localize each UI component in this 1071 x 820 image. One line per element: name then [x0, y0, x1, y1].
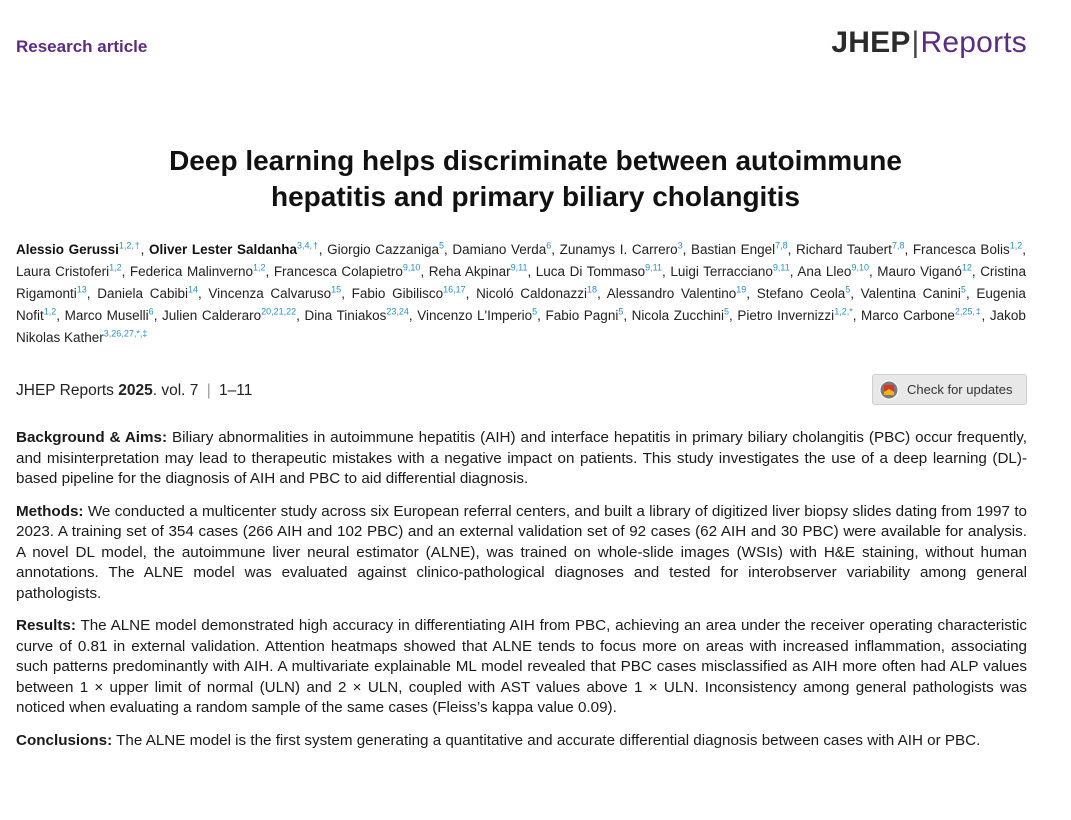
- author[interactable]: [670, 264, 789, 279]
- author-affiliation: 6: [546, 240, 552, 251]
- author-name: Mauro Viganó: [877, 264, 962, 279]
- check-for-updates-label: Check for updates: [907, 382, 1013, 397]
- abstract-section-heading: Results:: [16, 617, 76, 634]
- author-name: Reha Akpinar: [428, 264, 511, 279]
- author-affiliation: 1,2,*: [834, 306, 853, 317]
- author[interactable]: [16, 264, 122, 279]
- author-name: Zunamys I. Carrero: [559, 242, 678, 257]
- author[interactable]: [304, 308, 408, 323]
- author-name: Valentina Canini: [860, 286, 961, 301]
- author-name: Damiano Verda: [452, 242, 547, 257]
- abstract-section-heading: Conclusions:: [16, 731, 113, 749]
- author-affiliation: 1,2,†: [118, 240, 141, 251]
- author[interactable]: [861, 286, 966, 301]
- journal-logo-reports: Reports: [920, 26, 1027, 59]
- abstract-section-text: The ALNE model is the first system generating a quantitative and accurate differential diagnosis between cases with AIH or PBC.: [112, 731, 981, 749]
- article-title: [0, 143, 1071, 215]
- author-affiliation: 18: [587, 284, 598, 295]
- author[interactable]: [560, 242, 683, 257]
- author-affiliation: 5: [532, 306, 538, 317]
- author-affiliation: 5: [438, 240, 444, 251]
- author-name: Vincenzo L'Imperio: [417, 308, 533, 323]
- author-affiliation: 9,11: [772, 262, 790, 273]
- author-affiliation: 9,11: [645, 262, 663, 273]
- author[interactable]: [757, 286, 851, 301]
- author-affiliation: 5: [724, 306, 730, 317]
- author[interactable]: [797, 264, 869, 279]
- abstract-section: [16, 731, 1027, 752]
- citation-volume: . vol. 7: [152, 382, 199, 399]
- author-name: Dina Tiniakos: [304, 308, 387, 323]
- author-name: Laura Cristoferi: [16, 264, 110, 279]
- author-name: Luigi Terracciano: [670, 264, 773, 279]
- author[interactable]: [417, 308, 537, 323]
- author-name: Jakob Nikolas Kather: [16, 308, 1026, 345]
- author-affiliation: 7,8: [775, 240, 788, 251]
- citation: [16, 382, 252, 400]
- author-affiliation: 5: [845, 284, 851, 295]
- author[interactable]: [861, 308, 982, 323]
- author-affiliation: 3,26,27,*,‡: [103, 328, 148, 339]
- check-for-updates-button[interactable]: [872, 374, 1027, 405]
- author[interactable]: [65, 308, 154, 323]
- author-name: Nicola Zucchini: [631, 308, 724, 323]
- author[interactable]: [97, 286, 198, 301]
- author-name: Stefano Ceola: [756, 286, 846, 301]
- author-name: Luca Di Tommaso: [535, 264, 646, 279]
- author-affiliation: 9,11: [510, 262, 528, 273]
- author[interactable]: [877, 264, 972, 279]
- journal-logo: [831, 26, 1027, 60]
- author-name: Richard Taubert: [796, 242, 892, 257]
- author-name: Nicoló Caldonazzi: [476, 286, 588, 301]
- author-affiliation: 6: [148, 306, 154, 317]
- author[interactable]: [452, 242, 551, 257]
- author[interactable]: [130, 264, 266, 279]
- journal-logo-divider: |: [911, 26, 920, 59]
- author[interactable]: [208, 286, 341, 301]
- author[interactable]: [913, 242, 1022, 257]
- author[interactable]: [327, 242, 444, 257]
- author-name: Fabio Gibilisco: [351, 286, 444, 301]
- article-title-line: hepatitis and primary biliary cholangitis: [270, 181, 801, 212]
- author-list: Alessio Gerussi$^{1,2,\dagger}$, Oliver Lester Saldanha$^{3,4,\dagger}$, Giorgio Cazzaniga$^5$, Damiano Verda$^6$, Zunamys I. Carrero$^3$, Bastian Engel$^{7,8}$, Richard Taubert$^{7,8}$, Francesca Bolis$^{1,2}$, Laura Cristoferi$^{1,2}$, Federica Malinverno$^{1,2}$, Francesca Colapietro$^{9,10}$, Reha Akpinar$^{9,11}$, Luca Di Tommaso$^{9,11}$, Luigi Terracciano$^{9,11}$, Ana Lleo$^{9,10}$, Mauro Viganó$^{12}$, Cristina Rigamonti$^{13}$, Daniela Cabibi$^{14}$, Vincenza Calvaruso$^{15}$, Fabio Gibilisco$^{16,17}$, Nicoló Caldonazzi$^{18}$, Alessandro Valentino$^{19}$, Stefano Ceola$^5$, Valentina Canini$^5$, Eugenia Nofit$^{1,2}$, Marco Muselli$^6$, Julien Calderaro$^{20,21,22}$, Dina Tiniakos$^{23,24}$, Vincenzo L'Imperio$^5$, Fabio Pagni$^5$, Nicola Zucchini$^5$, Pietro Invernizzi$^{1,2,*}$, Marco Carbone$^{2,25,\ddagger}$, Jakob Nikolas Kather$^{3,26,27,*,\ddagger}$: [16, 240, 1026, 345]
- author-name: Daniela Cabibi: [97, 286, 188, 301]
- author-affiliation: 3: [677, 240, 683, 251]
- author-affiliation: 1,2: [43, 306, 57, 317]
- author-affiliation: 1,2: [109, 262, 122, 273]
- author-name: Alessandro Valentino: [606, 286, 737, 301]
- author-name: Marco Carbone: [861, 308, 955, 323]
- abstract-section-text: Biliary abnormalities in autoimmune hepatitis (AIH) and interface hepatitis in primary biliary cholangitis (PBC) occur frequently, and misinterpretation may lead to therapeutic mistakes with a negative impact on patients. This study investigates the use of a deep learning (DL)-based pipeline for the diagnosis of AIH and PBC to aid differential diagnosis.: [16, 429, 1027, 487]
- author[interactable]: [737, 308, 852, 323]
- author-name: Cristina Rigamonti: [16, 264, 1026, 301]
- author-name: Eugenia Nofit: [16, 286, 1026, 323]
- citation-journal: JHEP Reports: [16, 382, 114, 399]
- author-affiliation: 9,10: [851, 262, 869, 273]
- abstract-section-text: We conducted a multicenter study across six European referral centers, and built a library of digitized liver biopsy slides dating from 1997 to 2023. A training set of 354 cases (266 AIH and 102 PBC) and an external validation set of 92 cases (62 AIH and 30 PBC) were available for analysis. A novel DL model, the autoimmune liver neural estimator (ALNE), was trained on whole-slide images (WSIs) with H&E staining, without human annotations. The ALNE model was evaluated against clinico-pathological diagnoses and tested for interobserver variability among general pathologists.: [16, 502, 1027, 602]
- author-name: Julien Calderaro: [162, 308, 262, 323]
- author[interactable]: [691, 242, 788, 257]
- author-affiliation: 9,10: [402, 262, 421, 273]
- author-affiliation: 12: [961, 262, 972, 273]
- author[interactable]: [16, 242, 141, 257]
- author-name: Marco Muselli: [64, 308, 149, 323]
- author[interactable]: [607, 286, 747, 301]
- article-type-label: Research article: [16, 37, 148, 56]
- author-affiliation: 16,17: [443, 284, 466, 295]
- author[interactable]: [149, 242, 319, 257]
- abstract-section-heading: Methods:: [16, 502, 84, 520]
- article-title-line: Deep learning helps discriminate between autoimmune: [169, 145, 902, 176]
- citation-separator: |: [206, 382, 211, 399]
- crossmark-icon: [879, 380, 899, 400]
- abstract-section-text: The ALNE model demonstrated high accuracy in differentiating AIH from PBC, achieving an area under the receiver operating characteristic curve of 0.81 in external validation. Attention heatmaps showed that ALNE tends to focus more on areas with increased inflammation, associating such patterns predominantly with AIH. A multivariate explainable ML model revealed that PBC cases misclassified as AIH more often had ALP values between 1 × upper limit of normal (ULN) and 2 × ULN, coupled with AST values above 1 × ULN. Inconsistency among general pathologists was noticed when evaluating a random sample of the same cases (Fleiss’s kappa value 0.09).: [16, 617, 1027, 716]
- author-affiliation: 20,21,22: [261, 306, 297, 317]
- author-affiliation: 23,24: [386, 306, 409, 317]
- author-affiliation: 15: [331, 284, 342, 295]
- author-name: Bastian Engel: [691, 242, 776, 257]
- author[interactable]: [352, 286, 466, 301]
- author-affiliation: 13: [76, 284, 87, 295]
- abstract-section: [16, 428, 1027, 490]
- author-affiliation: 5: [618, 306, 624, 317]
- author[interactable]: [429, 264, 528, 279]
- author-affiliation: 19: [736, 284, 747, 295]
- author-name: Federica Malinverno: [129, 264, 253, 279]
- author-name: Alessio Gerussi: [16, 242, 119, 257]
- author[interactable]: [545, 308, 623, 323]
- author[interactable]: [632, 308, 729, 323]
- author-name: Fabio Pagni: [545, 308, 619, 323]
- author-name: Giorgio Cazzaniga: [327, 242, 439, 257]
- abstract: [16, 428, 1027, 763]
- journal-logo-jhep: JHEP: [831, 26, 911, 59]
- author[interactable]: [796, 242, 904, 257]
- citation-pages: 1–11: [219, 382, 253, 399]
- author-name: Ana Lleo: [797, 264, 852, 279]
- author-name: Francesca Bolis: [912, 242, 1010, 257]
- author-affiliation: 3,4,†: [297, 240, 319, 251]
- author-name: Oliver Lester Saldanha: [148, 242, 297, 257]
- author-name: Vincenza Calvaruso: [208, 286, 332, 301]
- author-affiliation: 5: [960, 284, 966, 295]
- author[interactable]: [274, 264, 421, 279]
- author-name: Francesca Colapietro: [273, 264, 403, 279]
- author[interactable]: [162, 308, 296, 323]
- citation-year: 2025: [118, 382, 153, 399]
- abstract-section: [16, 502, 1027, 605]
- author-affiliation: 2,25,‡: [954, 306, 982, 317]
- author-affiliation: 1,2: [1009, 240, 1023, 251]
- author[interactable]: [536, 264, 662, 279]
- author-affiliation: 1,2: [253, 262, 266, 273]
- abstract-section-heading: Background & Aims:: [16, 429, 168, 446]
- author-name: Pietro Invernizzi: [737, 308, 835, 323]
- author-affiliation: 14: [187, 284, 198, 295]
- author-affiliation: 7,8: [891, 240, 905, 251]
- author[interactable]: [476, 286, 597, 301]
- abstract-section: [16, 616, 1027, 719]
